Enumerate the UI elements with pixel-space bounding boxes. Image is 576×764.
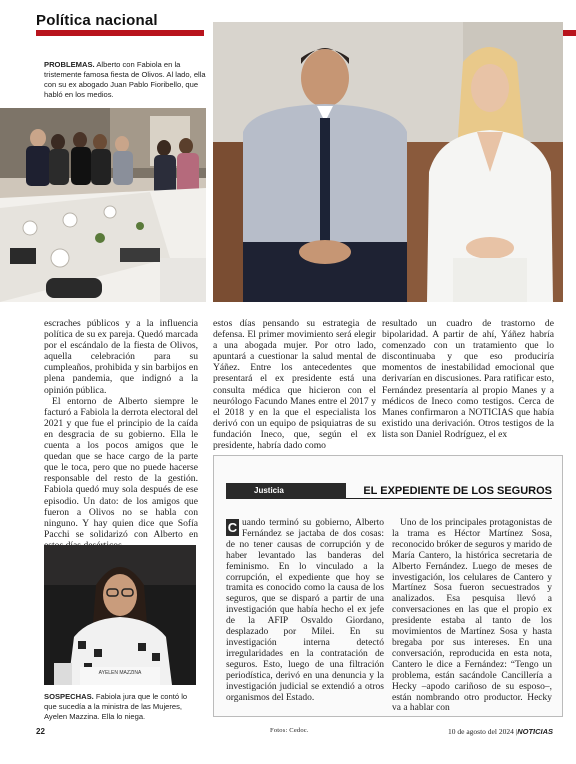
paragraph: resultado un cuadro de trastorno de bipolaridad. A partir de ahí, Yáñez habría comenzado con un tratamiento que lo discontinuaba y que eso produciría momentos de inestabilidad emocional que derivarían en discusiones. Para ratificar esto, Fernández presentaría al propio Manes y a médicos de Ineco como testigos. Cerca de Manes confirmaron a NOTICIAS que había existido una derivación. Otros testigos de la lista son Daniel Rodríguez, el ex [382, 318, 554, 440]
paragraph: uando terminó su gobierno, Alberto Fernández se jactaba de dos cosas: de no tener causas de corrupción y de haber levantado las banderas del feminismo. En lo vinculado a la corrupción, el expediente que hoy se tramita es conocido como la causa de los seguros, que se disparó a partir de una investigación que había hecho el ex jefe de la AFIP Osvaldo Giordano, desplazado por Milei. En su investigación interna detectó irregularidades en la contratación de seguros. Esto, luego de una filtración periodística, derivó en una denuncia y la investigación judicial se extendió a otros organismos del Estado. [226, 518, 384, 703]
article-column-3 [382, 318, 554, 440]
ayelen-photo [44, 545, 196, 685]
top-photo-caption [44, 60, 206, 100]
page-number: 22 [36, 727, 45, 736]
caption-label: SOSPECHAS. [44, 692, 94, 701]
paragraph: El entorno de Alberto siempre le facturó a Fabiola la derrota electoral del 2021 y que fue el principio de la caída en desgracia de su gobierno. Ella le cuenta a los pocos amigos que le quedan que se hace cargo de la parte que le toca, pero que no puede hacerse responsable del resto de la gestión. Fabiola quedó muy sola después de ese episodio. Un dato: de los amigos que fueron a Olivos no se habla con ninguno. Y hay quien dice que Sofía Pacchi se solidarizó con Alberto en [44, 395, 198, 540]
nameplate: AYELEN MAZZINA [98, 670, 142, 676]
section-title: Política nacional [36, 12, 158, 29]
sidebar-title: EL EXPEDIENTE DE LOS SEGUROS [346, 483, 552, 499]
caption-text: Alberto con Fabiola en la tristemente famosa fiesta de Olivos. Al lado, ella con su ex abogado Juan Pablo Fioribello, que habló en los medios. [44, 60, 206, 99]
bottom-photo-caption [44, 692, 198, 722]
magazine-name: NOTICIAS [517, 727, 554, 736]
paragraph: estos días pensando su estrategia de defensa. El primer movimiento será elegir a una abogada mujer. Por otro lado, apuntará a cuestionar la salud mental de Yáñez. Entre los antecedentes que presentará el ex presidente está una consulta médica que hicieron con el neurólogo Facundo Manes entre el 2017 y el 2018 y en la que el especialista los derivó con un equipo de psiquiatras de su fundación Ineco, que, según el ex presidente, habría dado como [213, 318, 376, 452]
drop-cap: C [227, 520, 238, 535]
section-accent-bar [36, 30, 204, 36]
photo-credit: Fotos: Cedoc. [270, 727, 309, 734]
sidebar-column-1 [226, 518, 384, 703]
caption-label: PROBLEMAS. [44, 60, 95, 69]
sidebar-column-2 [392, 518, 552, 714]
main-photo [213, 22, 563, 302]
party-photo [0, 108, 206, 302]
caption-text: Fabiola jura que le contó lo que sucedía a la ministra de las Mujeres, Ayelen Mazzina. Ella lo niega. [44, 692, 188, 721]
issue-date: 10 de agosto del 2024 | [448, 727, 518, 736]
paragraph: escraches públicos y a la influencia política de su ex pareja. Quedó marcada por el escándalo de la fiesta de Olivos, aquella celebración para su cumpleaños, prohibida y sin barbijos en plena pandemia, que indignó a la opinión pública. [44, 318, 198, 396]
sidebar-box [213, 455, 563, 717]
sidebar-tag: Justicia [226, 483, 346, 499]
paragraph: Uno de los principales protagonistas de la trama es Héctor Martínez Sosa, reconocido bróker de seguros y marido de María Cantero, la histórica secretaria de Alberto Fernández. Luego de meses de investigación, los celulares de Cantero y Martínez Sosa fueron secuestrados y analizados. Esa pesquisa llevó a conversaciones en las que el propio ex presidente estaba al tanto de los movimientos de Martínez Sosa y hasta bregaba por sus intereses. En una conversación, reproducida en esta nota, Cantero le dice a Fernández: “Tengo un problema, están sacándole Cancillería a Hecky –apodo cariñoso de su esposo–, están nombrando otro productor. Hecky va a hablar con [392, 518, 552, 714]
footer-issue [448, 727, 553, 736]
article-column-1 [44, 318, 198, 562]
article-column-2 [213, 318, 376, 451]
